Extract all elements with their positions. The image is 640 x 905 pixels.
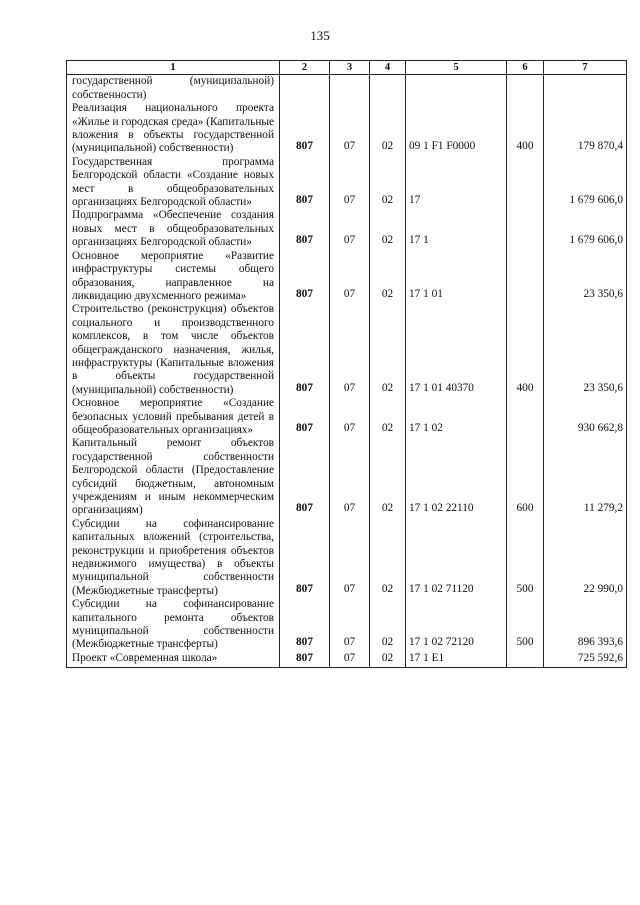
row-subsection-code: 02 [370,250,406,304]
row-target-article [406,75,507,102]
row-name: Капитальный ремонт объектов государственной собственности Белгородской области (Предоставление субсидий бюджетным, автономным учреждениям и иным некоммерческим организациям) [67,437,280,517]
header-col-6: 6 [507,61,544,75]
row-grbs-code: 807 [280,598,330,652]
row-subsection-code: 02 [370,303,406,397]
row-grbs-code: 807 [280,102,330,156]
row-name: Субсидии на софинансирование капитального ремонта объектов муниципальной собственности (Межбюджетные трансферты) [67,598,280,652]
row-amount: 725 592,6 [544,652,627,668]
row-amount [544,75,627,102]
row-section-code: 07 [330,102,370,156]
row-name: Проект «Современная школа» [67,652,280,668]
row-amount: 11 279,2 [544,437,627,517]
row-name: Подпрограмма «Обеспечение создания новых мест в общеобразовательных организациях Белгородской области» [67,209,280,249]
row-target-article: 17 1 02 [406,397,507,437]
table-row [67,209,627,249]
row-grbs-code: 807 [280,209,330,249]
row-amount: 23 350,6 [544,303,627,397]
row-expense-type [507,397,544,437]
row-target-article: 17 1 01 40370 [406,303,507,397]
table-row [67,397,627,437]
row-expense-type [507,156,544,210]
row-grbs-code: 807 [280,250,330,304]
row-grbs-code: 807 [280,397,330,437]
row-target-article: 17 1 01 [406,250,507,304]
row-grbs-code [280,75,330,102]
row-expense-type [507,652,544,668]
row-target-article: 09 1 F1 F0000 [406,102,507,156]
row-subsection-code: 02 [370,598,406,652]
row-grbs-code: 807 [280,156,330,210]
row-expense-type [507,250,544,304]
row-name: государственной (муниципальной) собственности) [67,75,280,102]
row-subsection-code: 02 [370,397,406,437]
header-col-3: 3 [330,61,370,75]
row-amount: 23 350,6 [544,250,627,304]
row-expense-type: 500 [507,518,544,598]
row-section-code [330,75,370,102]
row-amount: 896 393,6 [544,598,627,652]
row-section-code: 07 [330,209,370,249]
row-grbs-code: 807 [280,518,330,598]
row-target-article: 17 1 [406,209,507,249]
row-name: Основное мероприятие «Развитие инфраструктуры системы общего образования, направленное на ликвидацию двухсменного режима» [67,250,280,304]
row-target-article: 17 1 E1 [406,652,507,668]
row-name: Субсидии на софинансирование капитальных вложений (строительства, реконструкции и приобретения объектов недвижимого имущества) в объекты муниципальной собственности (Межбюджетные трансферты) [67,518,280,598]
row-subsection-code: 02 [370,437,406,517]
row-name: Основное мероприятие «Создание безопасных условий пребывания детей в общеобразовательных организациях» [67,397,280,437]
row-expense-type: 400 [507,102,544,156]
header-col-5: 5 [406,61,507,75]
row-expense-type [507,209,544,249]
row-grbs-code: 807 [280,652,330,668]
row-target-article: 17 1 02 22110 [406,437,507,517]
table-row [67,156,627,210]
row-expense-type: 500 [507,598,544,652]
header-row [67,61,627,75]
table-row [67,652,627,668]
page-number: 135 [310,28,330,43]
row-section-code: 07 [330,397,370,437]
table-row [67,102,627,156]
row-name: Строительство (реконструкция) объектов социального и производственного комплексов, в том числе объектов общегражданского назначения, жилья, инфраструктуры (Капитальные вложения в объекты государственной (муниципальной) собственности) [67,303,280,397]
table-row [67,75,627,102]
table-row [67,303,627,397]
header-col-7: 7 [544,61,627,75]
header-col-4: 4 [370,61,406,75]
row-grbs-code: 807 [280,437,330,517]
row-section-code: 07 [330,652,370,668]
row-name: Государственная программа Белгородской области «Создание новых мест в общеобразовательных организациях Белгородской области» [67,156,280,210]
table-row [67,437,627,517]
row-section-code: 07 [330,303,370,397]
row-target-article: 17 [406,156,507,210]
row-target-article: 17 1 02 71120 [406,518,507,598]
row-expense-type [507,75,544,102]
budget-table [66,60,627,668]
row-expense-type: 600 [507,437,544,517]
row-target-article: 17 1 02 72120 [406,598,507,652]
row-subsection-code [370,75,406,102]
row-expense-type: 400 [507,303,544,397]
row-section-code: 07 [330,156,370,210]
row-amount: 1 679 606,0 [544,156,627,210]
row-grbs-code: 807 [280,303,330,397]
row-subsection-code: 02 [370,518,406,598]
row-section-code: 07 [330,437,370,517]
row-section-code: 07 [330,250,370,304]
row-amount: 22 990,0 [544,518,627,598]
row-section-code: 07 [330,598,370,652]
row-amount: 1 679 606,0 [544,209,627,249]
row-amount: 179 870,4 [544,102,627,156]
row-section-code: 07 [330,518,370,598]
table-row [67,518,627,598]
header-col-2: 2 [280,61,330,75]
row-subsection-code: 02 [370,652,406,668]
table-row [67,250,627,304]
row-name: Реализация национального проекта «Жилье и городская среда» (Капитальные вложения в объекты государственной (муниципальной) собственности) [67,102,280,156]
row-subsection-code: 02 [370,209,406,249]
table-row [67,598,627,652]
row-amount: 930 662,8 [544,397,627,437]
row-subsection-code: 02 [370,156,406,210]
row-subsection-code: 02 [370,102,406,156]
header-col-1: 1 [67,61,280,75]
